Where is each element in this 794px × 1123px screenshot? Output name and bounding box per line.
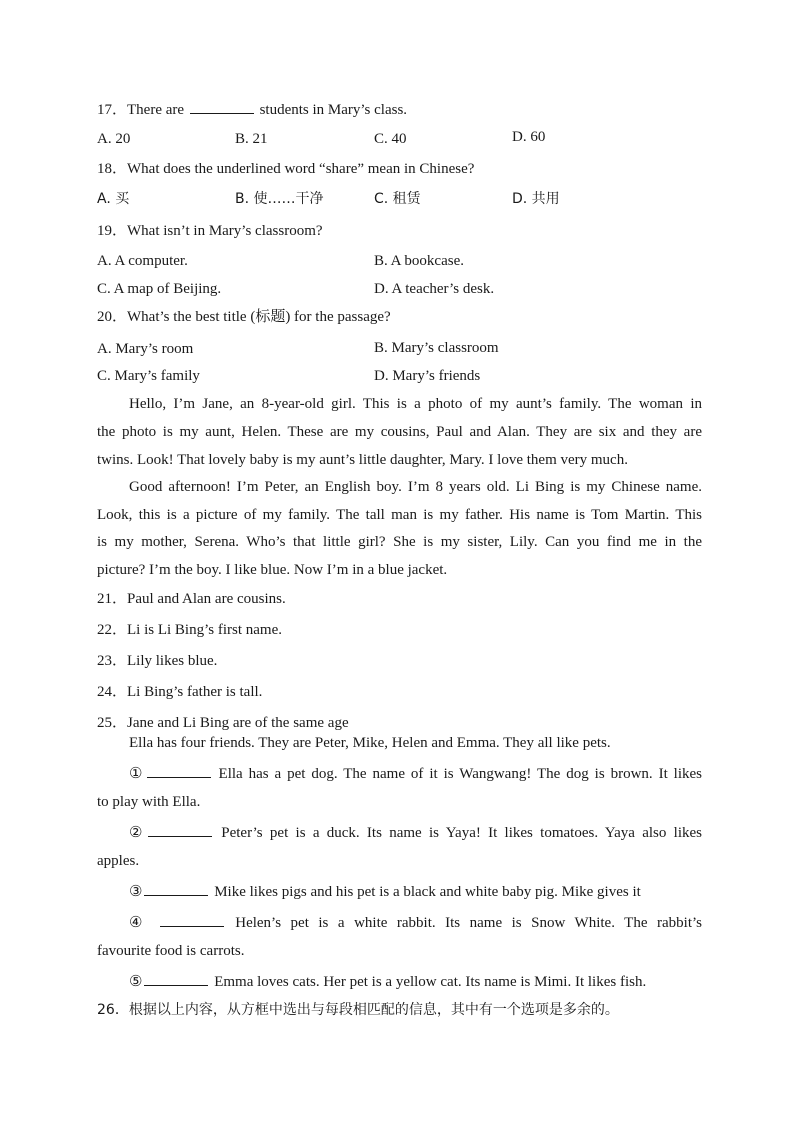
option-d[interactable]: D. 60 — [512, 129, 546, 145]
para-3-line-1 — [129, 881, 702, 901]
option-b[interactable]: B. A bookcase. — [374, 253, 464, 269]
circle-number-5: ⑤ — [129, 974, 143, 990]
option-c[interactable]: C. 40 — [374, 131, 407, 147]
question-number: 21． — [97, 591, 128, 607]
question-number: 26． — [97, 1002, 129, 1018]
question-26 — [97, 1001, 703, 1019]
option-b[interactable]: B. 21 — [235, 131, 268, 147]
circle-number-4: ④ — [129, 915, 149, 931]
passage-1-line: Hello, I’m Jane, an 8-year-old girl. This is a photo of my aunt’s family. The woman in — [129, 396, 702, 412]
answer-blank[interactable] — [148, 822, 212, 837]
circle-number-2: ② — [129, 825, 146, 841]
option-c[interactable]: C. Mary’s family — [97, 368, 200, 384]
para-2-line-1 — [129, 822, 702, 842]
question-number: 25． — [97, 715, 128, 731]
answer-blank[interactable] — [190, 99, 254, 114]
question-text: Li Bing’s father is tall. — [127, 684, 263, 700]
passage-2-line: picture? I’m the boy. I like blue. Now I’m in a blue jacket. — [97, 562, 448, 578]
question-number: 24． — [97, 684, 128, 700]
answer-blank[interactable] — [144, 881, 208, 896]
ella-intro: Ella has four friends. They are Peter, Mike, Helen and Emma. They all like pets. — [129, 735, 611, 751]
passage-2-line: Good afternoon! I’m Peter, an English boy. I’m 8 years old. Li Bing is my Chinese name. — [129, 479, 702, 495]
question-number: 23． — [97, 653, 128, 669]
option-c[interactable]: C. A map of Beijing. — [97, 281, 222, 297]
question-text: What isn’t in Mary’s classroom? — [127, 223, 323, 239]
para-1-text: Ella has a pet dog. The name of it is Wangwang! The dog is brown. It likes — [218, 766, 702, 782]
option-b[interactable]: B. 使……干净 — [235, 191, 324, 207]
question-22 — [97, 621, 703, 639]
answer-blank[interactable] — [147, 763, 211, 778]
question-text: Li is Li Bing’s first name. — [127, 622, 283, 638]
option-a[interactable]: A. 买 — [97, 191, 130, 207]
option-d[interactable]: D. Mary’s friends — [374, 368, 481, 384]
question-text-pre: There are — [127, 102, 185, 118]
para-5-line-1 — [129, 971, 702, 991]
passage-2-line: Look, this is a picture of my family. The tall man is my father. His name is Tom Martin. This — [97, 507, 702, 523]
question-23 — [97, 652, 703, 670]
option-a[interactable]: A. Mary’s room — [97, 341, 194, 357]
question-21 — [97, 590, 703, 608]
question-24 — [97, 683, 703, 701]
question-text: 根据以上内容，从方框中选出与每段相匹配的信息，其中有一个选项是多余的。 — [128, 1002, 619, 1018]
question-20 — [97, 308, 703, 326]
question-18 — [97, 160, 703, 178]
option-b[interactable]: B. Mary’s classroom — [374, 340, 499, 356]
passage-1-line: twins. Look! That lovely baby is my aunt’s little daughter, Mary. I love them very much. — [97, 452, 628, 468]
para-2-line-2: apples. — [97, 853, 140, 869]
para-4-line-2: favourite food is carrots. — [97, 943, 245, 959]
para-4-line-1 — [129, 912, 702, 932]
option-c[interactable]: C. 租赁 — [374, 191, 421, 207]
question-text: Lily likes blue. — [127, 653, 218, 669]
circle-number-3: ③ — [129, 884, 143, 900]
question-17 — [97, 99, 703, 119]
answer-blank[interactable] — [160, 912, 224, 927]
question-number: 20． — [97, 309, 128, 325]
circle-number-1: ① — [129, 766, 145, 782]
option-a[interactable]: A. A computer. — [97, 253, 188, 269]
question-text: Jane and Li Bing are of the same age — [127, 715, 349, 731]
question-text: Paul and Alan are cousins. — [127, 591, 286, 607]
option-d[interactable]: D. 共用 — [512, 191, 560, 207]
para-3-text: Mike likes pigs and his pet is a black and white baby pig. Mike gives it — [214, 884, 641, 900]
question-text-post: students in Mary’s class. — [259, 102, 408, 118]
passage-1-line: the photo is my aunt, Helen. These are my cousins, Paul and Alan. They are six and they are — [97, 424, 702, 440]
para-1-line-2: to play with Ella. — [97, 794, 201, 810]
para-2-text: Peter’s pet is a duck. Its name is Yaya! It likes tomatoes. Yaya also likes — [221, 825, 702, 841]
question-number: 19． — [97, 223, 128, 239]
question-25 — [97, 714, 703, 732]
para-1-line-1 — [129, 763, 702, 783]
para-5-text: Emma loves cats. Her pet is a yellow cat. Its name is Mimi. It likes fish. — [214, 974, 647, 990]
question-19 — [97, 222, 703, 240]
passage-2-line: is my mother, Serena. Who’s that little girl? She is my sister, Lily. Can you find me in the — [97, 534, 702, 550]
option-a[interactable]: A. 20 — [97, 131, 131, 147]
question-text: What does the underlined word “share” mean in Chinese? — [127, 161, 475, 177]
question-text: What’s the best title (标题) for the passage? — [127, 309, 391, 325]
option-d[interactable]: D. A teacher’s desk. — [374, 281, 495, 297]
para-4-text: Helen’s pet is a white rabbit. Its name is Snow White. The rabbit’s — [235, 915, 703, 931]
question-number: 18． — [97, 161, 128, 177]
answer-blank[interactable] — [144, 971, 208, 986]
question-number: 17． — [97, 102, 128, 118]
question-number: 22． — [97, 622, 128, 638]
